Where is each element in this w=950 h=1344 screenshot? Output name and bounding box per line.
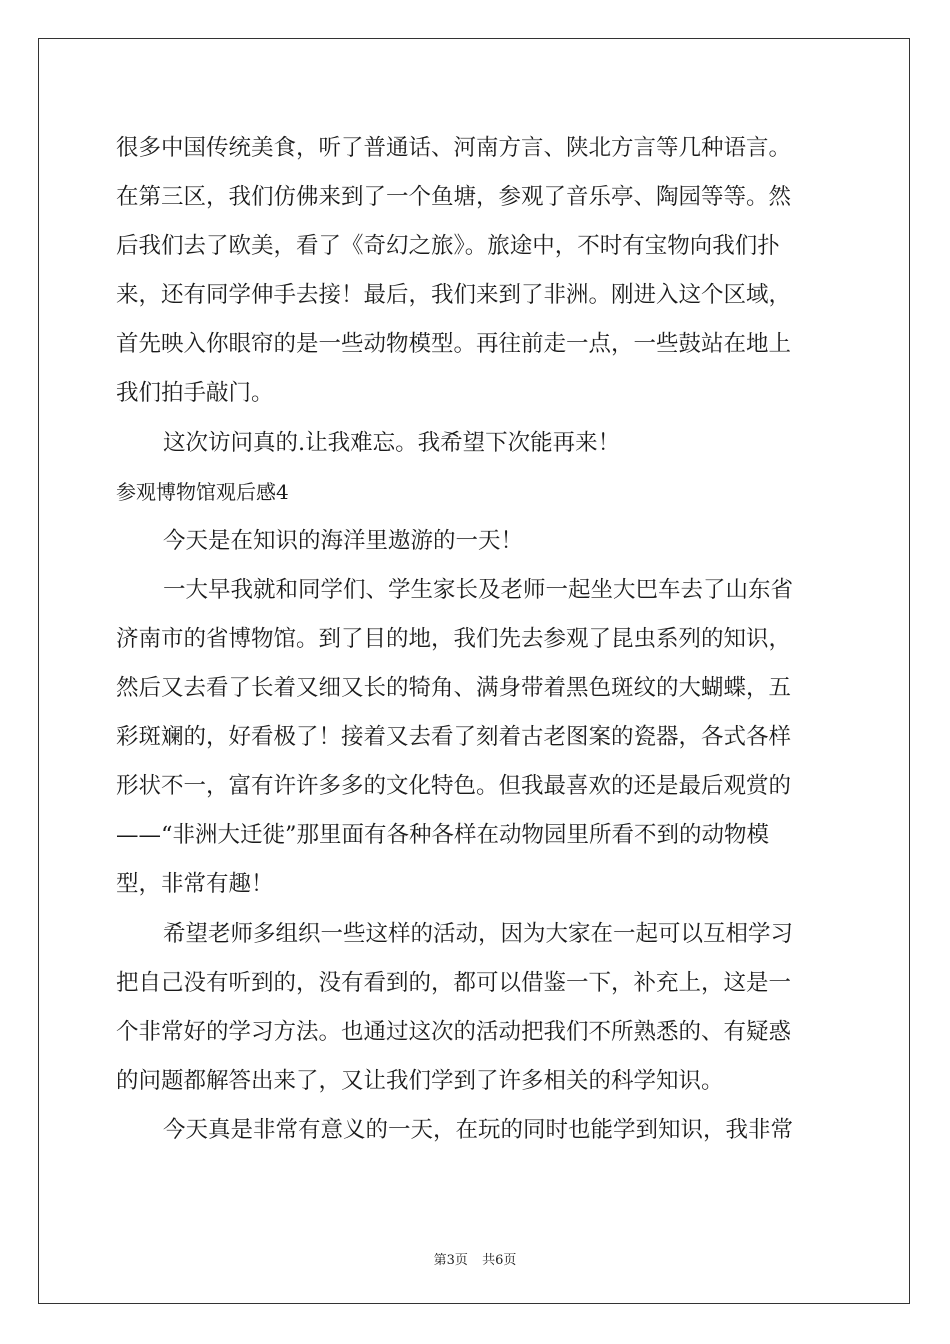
text-line: 型，非常有趣！: [116, 871, 274, 898]
text-line: 很多中国传统美食，听了普通话、河南方言、陕北方言等几种语言。: [116, 135, 792, 161]
text-line: 的问题都解答出来了，又让我们学到了许多相关的科学知识。: [116, 1067, 724, 1094]
page-number-total: 共6页: [482, 1253, 517, 1268]
text-line: 然后又去看了长着又细又长的犄角、满身带着黑色斑纹的大蝴蝶，五: [116, 675, 792, 702]
text-line: 今天真是非常有意义的一天，在玩的同时也能学到知识，我非常: [163, 1116, 794, 1143]
text-line: 这次访问真的.让我难忘。我希望下次能再来！: [163, 429, 621, 456]
page-footer: [0, 1249, 950, 1268]
document-body: [116, 124, 836, 1155]
text-line: 形状不一，富有许许多多的文化特色。但我最喜欢的还是最后观赏的: [116, 773, 792, 800]
text-line: 在第三区，我们仿佛来到了一个鱼塘，参观了音乐亭、陶园等等。然: [116, 184, 792, 211]
text-line: 来，还有同学伸手去接！最后，我们来到了非洲。刚进入这个区域，: [116, 282, 792, 309]
text-line: 希望老师多组织一些这样的活动，因为大家在一起可以互相学习: [163, 920, 794, 947]
text-line: 首先映入你眼帘的是一些动物模型。再往前走一点，一些鼓站在地上: [116, 331, 792, 358]
text-line: 把自己没有听到的，没有看到的，都可以借鉴一下，补充上，这是一: [116, 969, 792, 996]
text-line: 今天是在知识的海洋里遨游的一天！: [163, 527, 524, 554]
section-heading: 参观博物馆观后感4: [116, 479, 289, 504]
text-line: 后我们去了欧美，看了《奇幻之旅》。旅途中，不时有宝物向我们扑: [116, 233, 780, 260]
text-line: 彩斑斓的，好看极了！接着又去看了刻着古老图案的瓷器，各式各样: [116, 724, 792, 751]
text-line: 个非常好的学习方法。也通过这次的活动把我们不所熟悉的、有疑惑: [116, 1018, 792, 1045]
text-line: 济南市的省博物馆。到了目的地，我们先去参观了昆虫系列的知识，: [116, 625, 792, 652]
text-line: 我们拍手敲门。: [116, 380, 274, 407]
page-number-current: 第3页: [433, 1253, 468, 1268]
text-line: 一大早我就和同学们、学生家长及老师一起坐大巴车去了山东省: [163, 576, 794, 603]
text-line: ——“非洲大迁徙”那里面有各种各样在动物园里所看不到的动物模: [116, 822, 770, 849]
